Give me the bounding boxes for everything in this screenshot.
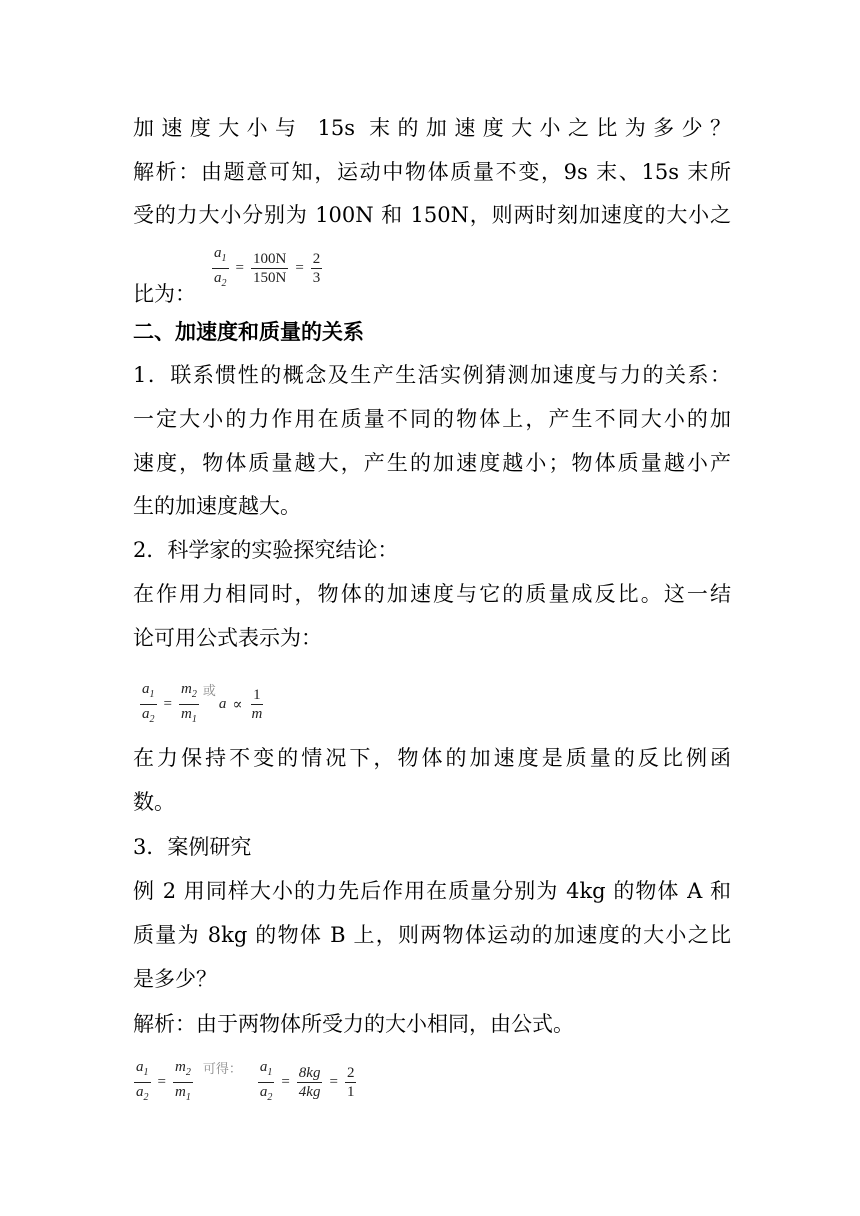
text-line-17: 质量为 8kg 的物体 B 上，则两物体运动的加速度的大小之比 [133,923,731,947]
formula-acceleration-mass-inverse: $\frac{a_1}{a_2}$ = $\frac{m_2}{m_1}$ $^或$a ∝ $\frac{1}{m}$ [142,681,263,725]
text-line-16: 例 2 用同样大小的力先后作用在质量分别为 4kg 的物体 A 和 [133,879,731,903]
text-line-3: 受的力大小分别为 100N 和 150N，则两时刻加速度的大小之 [133,203,731,227]
text-line-13: 在力保持不变的情况下，物体的加速度是质量的反比例函 [133,746,731,770]
text-line-7: 一定大小的力作用在质量不同的物体上，产生不同大小的加 [133,407,731,431]
text-line-18: 是多少？ [133,967,217,991]
text-line-8: 速度，物体质量越大，产生的加速度越小；物体质量越小产 [133,451,731,475]
text-line-11: 在作用力相同时，物体的加速度与它的质量成反比。这一结 [133,582,731,606]
text-line-9: 生的加速度越大。 [133,494,301,518]
section-heading: 二、加速度和质量的关系 [133,320,364,344]
text-line-15: 3．案例研究 [133,835,252,859]
formula-acceleration-ratio-force: $\frac{a_1}{a_2}$ = $\frac{100N}{150N}$ = $\frac{2}{3}$ [214,245,321,289]
formula-example-result: $\frac{a_1}{a_2}$ = $\frac{m_2}{m_1}$ $^{可得:}$ $\frac{a_1}{a_2}$ = $\frac{8kg}{4kg}$ = $\frac{2}{1}$ [136,1059,355,1103]
text-line-4: 比为： [133,282,196,306]
text-line-14: 数。 [133,790,175,814]
text-line-1: 加速度大小与 15s 末的加速度大小之比为多少？ [133,116,731,140]
text-line-12: 论可用公式表示为： [133,626,322,650]
text-line-2: 解析：由题意可知，运动中物体质量不变，9s 末、15s 末所 [133,160,731,184]
text-line-19: 解析：由于两物体所受力的大小相同，由公式。 [133,1012,574,1036]
text-line-10: 2．科学家的实验探究结论： [133,538,399,562]
text-line-6: 1．联系惯性的概念及生产生活实例猜测加速度与力的关系： [133,363,731,387]
